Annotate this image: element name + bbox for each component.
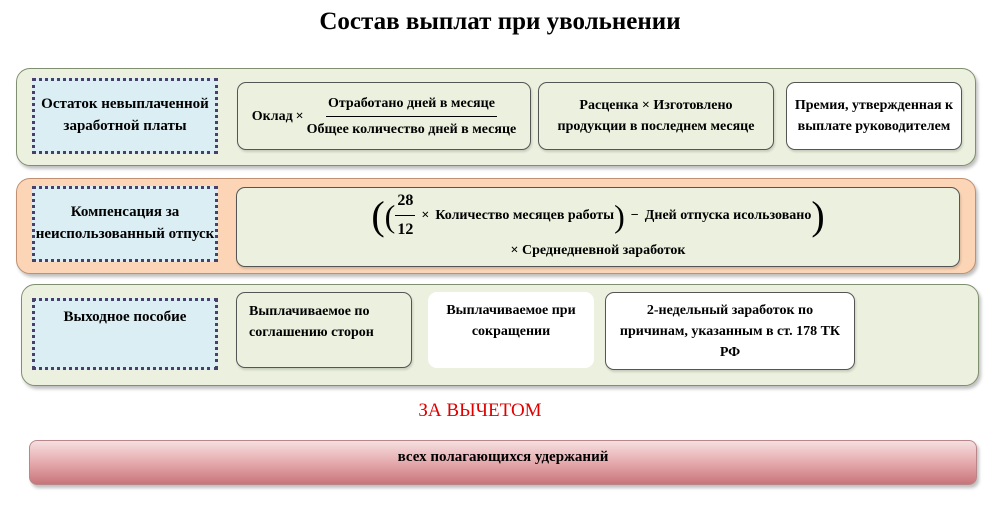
average-daily-earnings: × Среднедневной заработок	[510, 243, 686, 258]
times-symbol: ×	[295, 108, 304, 124]
deduction-heading: ЗА ВЫЧЕТОМ	[418, 400, 542, 421]
formula-prefix: Оклад	[251, 108, 293, 124]
fraction-numerator: Отработано дней в месяце	[326, 93, 497, 117]
card-by-agreement: Выплачиваемое по соглашению сторон	[236, 292, 412, 368]
open-paren-outer: (	[371, 192, 385, 238]
minus-symbol: −	[630, 208, 639, 223]
ratio-fraction	[395, 189, 415, 242]
label-severance: Выходное пособие	[32, 298, 218, 370]
close-paren-outer: )	[811, 192, 825, 238]
card-by-reduction: Выплачиваемое при сокращении	[428, 292, 594, 368]
ratio-numerator: 28	[395, 189, 415, 216]
piecework-line2: продукции в последнем месяце	[557, 119, 755, 134]
times-symbol: ×	[421, 208, 430, 223]
vacation-days-used: Дней отпуска исользовано	[644, 208, 812, 223]
piecework-line1: Расценка × Изготовлено	[579, 98, 733, 113]
card-piecework	[538, 82, 774, 150]
card-bonus: Премия, утвержденная к выплате руководителем	[786, 82, 962, 150]
card-two-week-earnings: 2-недельный заработок по причинам, указанным в ст. 178 ТК РФ	[605, 292, 855, 370]
card-salary-formula	[237, 82, 531, 150]
salary-fraction	[307, 93, 517, 140]
label-vacation-compensation: Компенсация за неиспользованный отпуск	[32, 186, 218, 262]
card-vacation-formula	[236, 187, 960, 267]
ratio-denominator: 12	[397, 221, 414, 238]
deductions-bar: всех полагающихся удержаний	[29, 440, 977, 485]
fraction-denominator: Общее количество дней в месяце	[306, 121, 517, 137]
page-title: Состав выплат при увольнении	[319, 8, 681, 35]
close-paren-inner: )	[614, 197, 625, 234]
months-worked: Количество месяцев работы	[435, 208, 615, 223]
open-paren-inner: (	[384, 197, 396, 234]
label-unpaid-salary: Остаток невыплаченной заработной платы	[32, 78, 218, 154]
